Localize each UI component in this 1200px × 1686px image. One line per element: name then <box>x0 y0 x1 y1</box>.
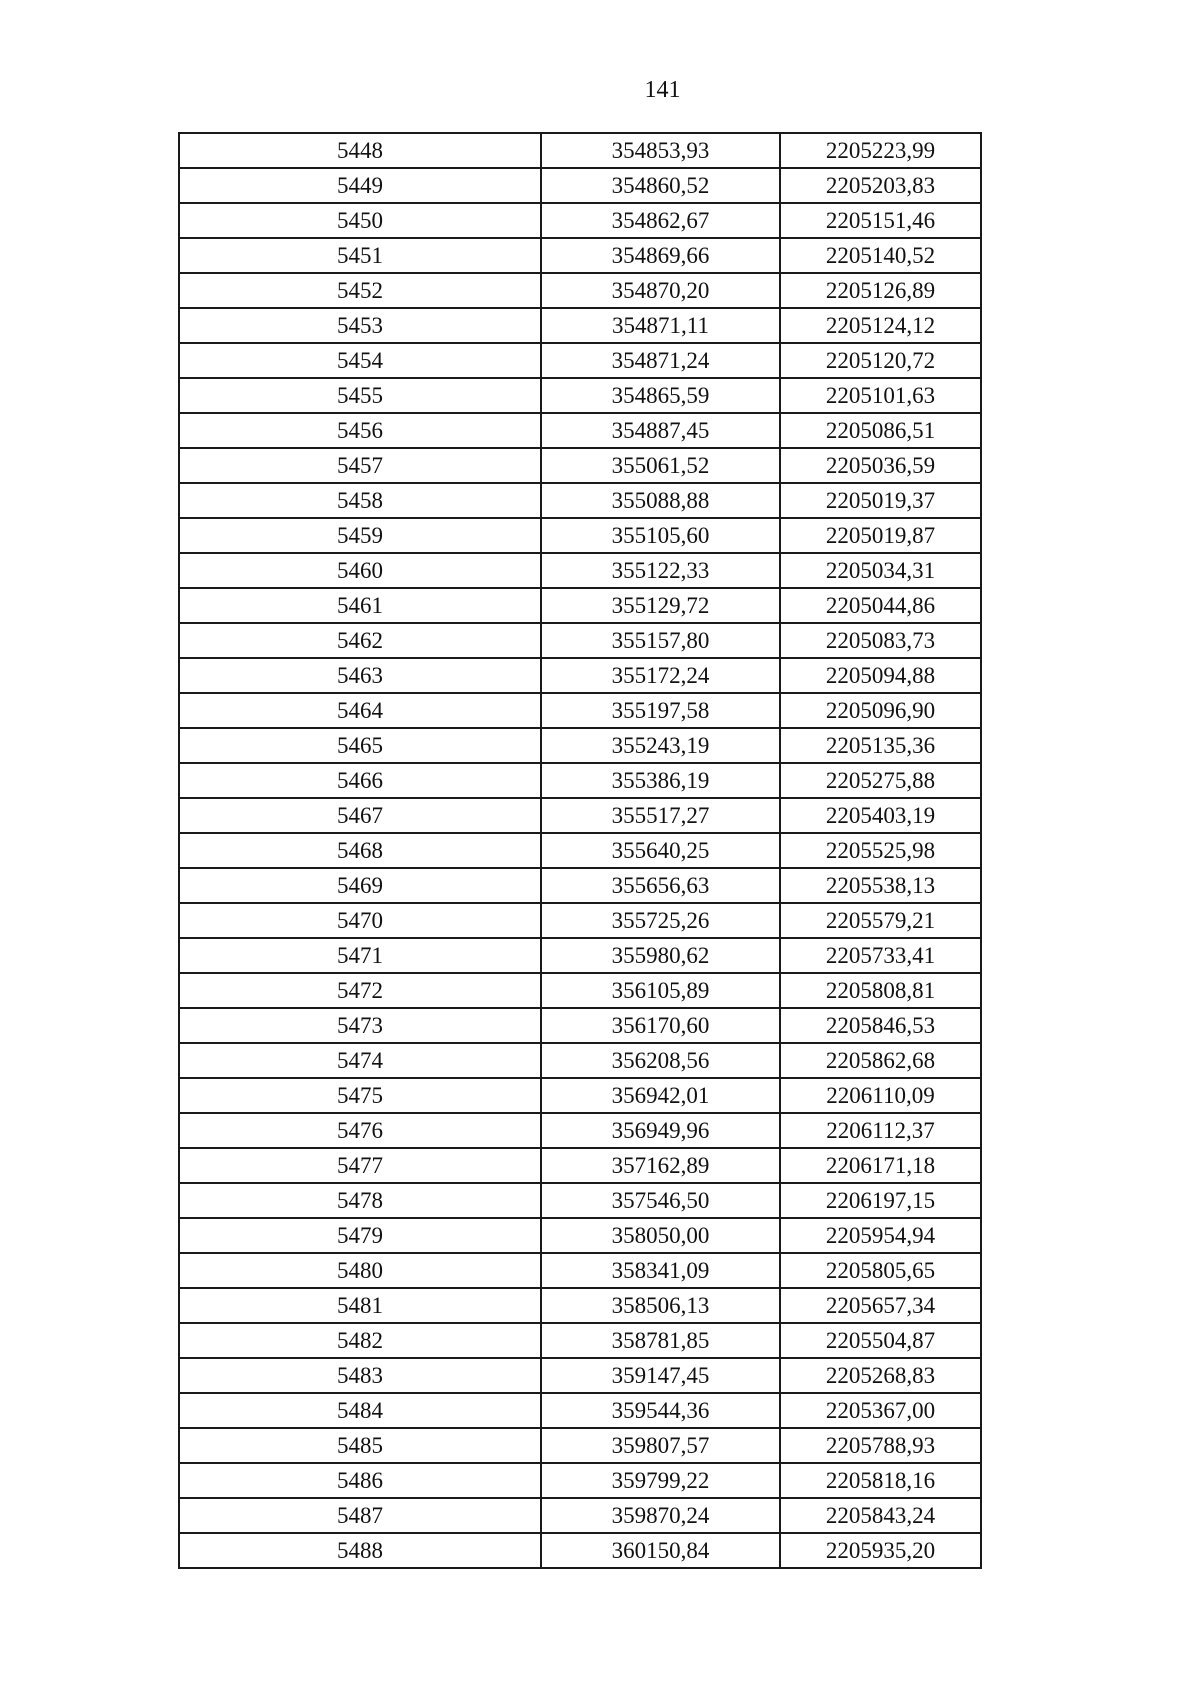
y-coordinate-cell: 2205120,72 <box>780 343 981 378</box>
coordinates-table-body <box>179 133 981 1568</box>
point-number-cell: 5479 <box>179 1218 541 1253</box>
y-coordinate-cell: 2206171,18 <box>780 1148 981 1183</box>
x-coordinate-cell: 359870,24 <box>541 1498 780 1533</box>
point-number-cell: 5452 <box>179 273 541 308</box>
table-row <box>179 763 981 798</box>
y-coordinate-cell: 2205805,65 <box>780 1253 981 1288</box>
y-coordinate-cell: 2205954,94 <box>780 1218 981 1253</box>
x-coordinate-cell: 359544,36 <box>541 1393 780 1428</box>
point-number-cell: 5448 <box>179 133 541 168</box>
point-number-cell: 5474 <box>179 1043 541 1078</box>
point-number-cell: 5472 <box>179 973 541 1008</box>
x-coordinate-cell: 356942,01 <box>541 1078 780 1113</box>
x-coordinate-cell: 358781,85 <box>541 1323 780 1358</box>
point-number-cell: 5476 <box>179 1113 541 1148</box>
x-coordinate-cell: 355725,26 <box>541 903 780 938</box>
point-number-cell: 5475 <box>179 1078 541 1113</box>
y-coordinate-cell: 2205403,19 <box>780 798 981 833</box>
table-row <box>179 553 981 588</box>
y-coordinate-cell: 2205268,83 <box>780 1358 981 1393</box>
point-number-cell: 5460 <box>179 553 541 588</box>
point-number-cell: 5461 <box>179 588 541 623</box>
y-coordinate-cell: 2205151,46 <box>780 203 981 238</box>
x-coordinate-cell: 355640,25 <box>541 833 780 868</box>
point-number-cell: 5469 <box>179 868 541 903</box>
x-coordinate-cell: 359799,22 <box>541 1463 780 1498</box>
table-row <box>179 1323 981 1358</box>
y-coordinate-cell: 2205094,88 <box>780 658 981 693</box>
y-coordinate-cell: 2205275,88 <box>780 763 981 798</box>
table-row <box>179 1253 981 1288</box>
table-row <box>179 413 981 448</box>
y-coordinate-cell: 2205101,63 <box>780 378 981 413</box>
point-number-cell: 5458 <box>179 483 541 518</box>
table-row <box>179 273 981 308</box>
x-coordinate-cell: 356208,56 <box>541 1043 780 1078</box>
y-coordinate-cell: 2205086,51 <box>780 413 981 448</box>
x-coordinate-cell: 355197,58 <box>541 693 780 728</box>
table-row <box>179 238 981 273</box>
x-coordinate-cell: 355243,19 <box>541 728 780 763</box>
y-coordinate-cell: 2205788,93 <box>780 1428 981 1463</box>
x-coordinate-cell: 356105,89 <box>541 973 780 1008</box>
table-row <box>179 1533 981 1568</box>
point-number-cell: 5466 <box>179 763 541 798</box>
x-coordinate-cell: 355088,88 <box>541 483 780 518</box>
point-number-cell: 5455 <box>179 378 541 413</box>
x-coordinate-cell: 359807,57 <box>541 1428 780 1463</box>
table-row <box>179 343 981 378</box>
table-row <box>179 308 981 343</box>
table-row <box>179 1358 981 1393</box>
y-coordinate-cell: 2205843,24 <box>780 1498 981 1533</box>
table-row <box>179 623 981 658</box>
y-coordinate-cell: 2205044,86 <box>780 588 981 623</box>
point-number-cell: 5477 <box>179 1148 541 1183</box>
table-row <box>179 1148 981 1183</box>
x-coordinate-cell: 360150,84 <box>541 1533 780 1568</box>
table-row <box>179 903 981 938</box>
table-row <box>179 833 981 868</box>
point-number-cell: 5488 <box>179 1533 541 1568</box>
point-number-cell: 5454 <box>179 343 541 378</box>
point-number-cell: 5478 <box>179 1183 541 1218</box>
y-coordinate-cell: 2205036,59 <box>780 448 981 483</box>
table-row <box>179 1428 981 1463</box>
point-number-cell: 5467 <box>179 798 541 833</box>
table-row <box>179 938 981 973</box>
point-number-cell: 5483 <box>179 1358 541 1393</box>
x-coordinate-cell: 355105,60 <box>541 518 780 553</box>
point-number-cell: 5473 <box>179 1008 541 1043</box>
x-coordinate-cell: 355656,63 <box>541 868 780 903</box>
point-number-cell: 5482 <box>179 1323 541 1358</box>
y-coordinate-cell: 2205034,31 <box>780 553 981 588</box>
y-coordinate-cell: 2205733,41 <box>780 938 981 973</box>
x-coordinate-cell: 355517,27 <box>541 798 780 833</box>
y-coordinate-cell: 2205525,98 <box>780 833 981 868</box>
y-coordinate-cell: 2205935,20 <box>780 1533 981 1568</box>
table-row <box>179 1218 981 1253</box>
table-row <box>179 203 981 238</box>
x-coordinate-cell: 355386,19 <box>541 763 780 798</box>
y-coordinate-cell: 2206197,15 <box>780 1183 981 1218</box>
point-number-cell: 5470 <box>179 903 541 938</box>
x-coordinate-cell: 354865,59 <box>541 378 780 413</box>
table-row <box>179 1043 981 1078</box>
table-row <box>179 868 981 903</box>
y-coordinate-cell: 2205367,00 <box>780 1393 981 1428</box>
point-number-cell: 5451 <box>179 238 541 273</box>
y-coordinate-cell: 2205862,68 <box>780 1043 981 1078</box>
point-number-cell: 5465 <box>179 728 541 763</box>
point-number-cell: 5457 <box>179 448 541 483</box>
y-coordinate-cell: 2205818,16 <box>780 1463 981 1498</box>
table-row <box>179 518 981 553</box>
y-coordinate-cell: 2205135,36 <box>780 728 981 763</box>
x-coordinate-cell: 354871,24 <box>541 343 780 378</box>
x-coordinate-cell: 355129,72 <box>541 588 780 623</box>
x-coordinate-cell: 357546,50 <box>541 1183 780 1218</box>
table-row <box>179 1183 981 1218</box>
y-coordinate-cell: 2205126,89 <box>780 273 981 308</box>
x-coordinate-cell: 354860,52 <box>541 168 780 203</box>
point-number-cell: 5484 <box>179 1393 541 1428</box>
table-row <box>179 658 981 693</box>
table-row <box>179 1288 981 1323</box>
table-row <box>179 1498 981 1533</box>
y-coordinate-cell: 2205846,53 <box>780 1008 981 1043</box>
point-number-cell: 5464 <box>179 693 541 728</box>
x-coordinate-cell: 355172,24 <box>541 658 780 693</box>
x-coordinate-cell: 354887,45 <box>541 413 780 448</box>
coordinates-table <box>178 132 982 1569</box>
x-coordinate-cell: 357162,89 <box>541 1148 780 1183</box>
x-coordinate-cell: 358050,00 <box>541 1218 780 1253</box>
y-coordinate-cell: 2206110,09 <box>780 1078 981 1113</box>
x-coordinate-cell: 354871,11 <box>541 308 780 343</box>
table-row <box>179 728 981 763</box>
table-row <box>179 973 981 1008</box>
x-coordinate-cell: 354853,93 <box>541 133 780 168</box>
x-coordinate-cell: 355122,33 <box>541 553 780 588</box>
y-coordinate-cell: 2206112,37 <box>780 1113 981 1148</box>
table-row <box>179 1008 981 1043</box>
table-row <box>179 133 981 168</box>
y-coordinate-cell: 2205019,37 <box>780 483 981 518</box>
x-coordinate-cell: 358506,13 <box>541 1288 780 1323</box>
table-row <box>179 448 981 483</box>
y-coordinate-cell: 2205019,87 <box>780 518 981 553</box>
point-number-cell: 5487 <box>179 1498 541 1533</box>
point-number-cell: 5468 <box>179 833 541 868</box>
x-coordinate-cell: 354862,67 <box>541 203 780 238</box>
x-coordinate-cell: 355061,52 <box>541 448 780 483</box>
table-row <box>179 1113 981 1148</box>
table-row <box>179 1463 981 1498</box>
table-row <box>179 168 981 203</box>
y-coordinate-cell: 2205140,52 <box>780 238 981 273</box>
y-coordinate-cell: 2205083,73 <box>780 623 981 658</box>
point-number-cell: 5462 <box>179 623 541 658</box>
point-number-cell: 5486 <box>179 1463 541 1498</box>
x-coordinate-cell: 355157,80 <box>541 623 780 658</box>
point-number-cell: 5463 <box>179 658 541 693</box>
x-coordinate-cell: 354869,66 <box>541 238 780 273</box>
point-number-cell: 5449 <box>179 168 541 203</box>
table-row <box>179 693 981 728</box>
y-coordinate-cell: 2205579,21 <box>780 903 981 938</box>
x-coordinate-cell: 358341,09 <box>541 1253 780 1288</box>
x-coordinate-cell: 359147,45 <box>541 1358 780 1393</box>
point-number-cell: 5459 <box>179 518 541 553</box>
table-row <box>179 588 981 623</box>
page-number: 141 <box>644 77 681 103</box>
table-row <box>179 483 981 518</box>
table-row <box>179 378 981 413</box>
point-number-cell: 5481 <box>179 1288 541 1323</box>
x-coordinate-cell: 356170,60 <box>541 1008 780 1043</box>
point-number-cell: 5456 <box>179 413 541 448</box>
y-coordinate-cell: 2205223,99 <box>780 133 981 168</box>
y-coordinate-cell: 2205657,34 <box>780 1288 981 1323</box>
x-coordinate-cell: 355980,62 <box>541 938 780 973</box>
x-coordinate-cell: 354870,20 <box>541 273 780 308</box>
point-number-cell: 5471 <box>179 938 541 973</box>
y-coordinate-cell: 2205096,90 <box>780 693 981 728</box>
x-coordinate-cell: 356949,96 <box>541 1113 780 1148</box>
point-number-cell: 5450 <box>179 203 541 238</box>
table-row <box>179 1078 981 1113</box>
point-number-cell: 5453 <box>179 308 541 343</box>
y-coordinate-cell: 2205504,87 <box>780 1323 981 1358</box>
table-row <box>179 1393 981 1428</box>
table-row <box>179 798 981 833</box>
y-coordinate-cell: 2205808,81 <box>780 973 981 1008</box>
point-number-cell: 5480 <box>179 1253 541 1288</box>
y-coordinate-cell: 2205124,12 <box>780 308 981 343</box>
y-coordinate-cell: 2205538,13 <box>780 868 981 903</box>
y-coordinate-cell: 2205203,83 <box>780 168 981 203</box>
point-number-cell: 5485 <box>179 1428 541 1463</box>
